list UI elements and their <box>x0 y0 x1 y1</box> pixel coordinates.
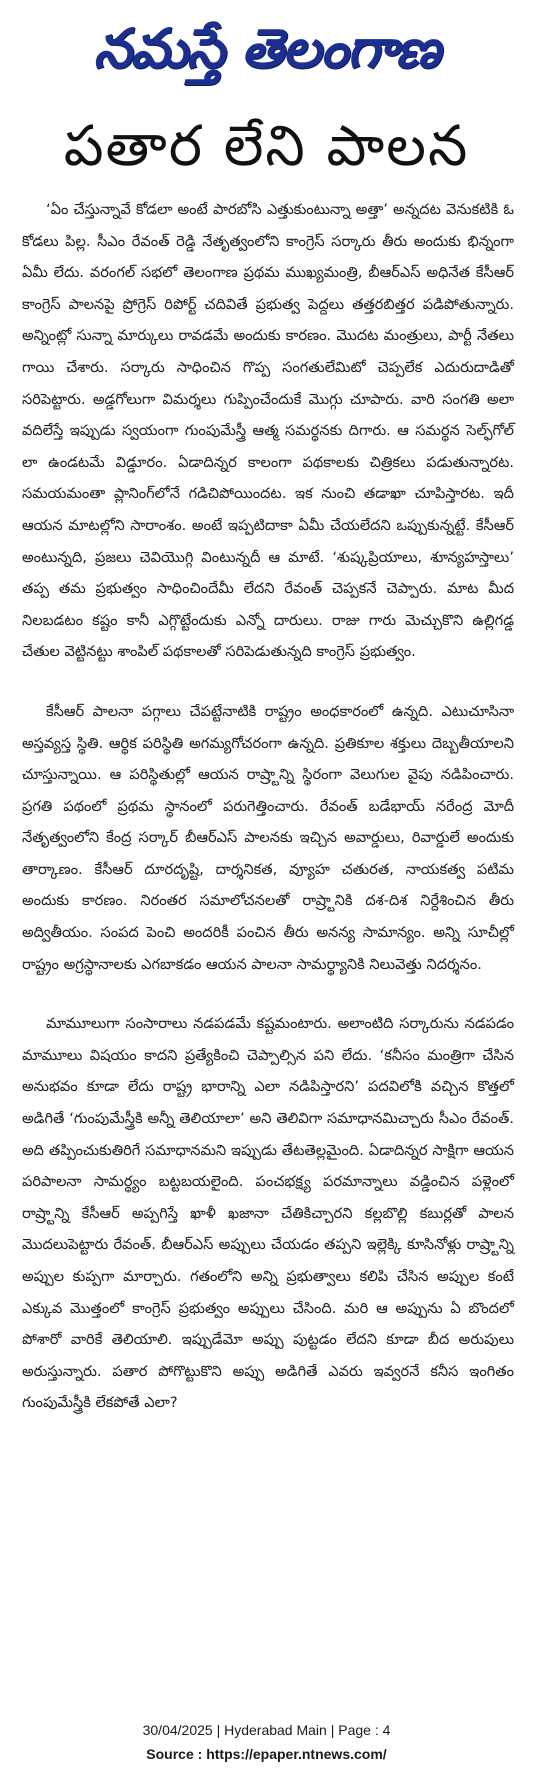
page-footer <box>0 1718 533 1766</box>
article-paragraph-3: మామూలుగా సంసారాలు నడపడమే కష్టమంటారు. అలాంటిది సర్కారును నడపడం మామూలు విషయం కాదని ప్రత్యేకించి చెప్పాల్సిన పని లేదు. ‘కనీసం మంత్రిగా చేసిన అనుభవం కూడా లేదు రాష్ట్ర భారాన్ని ఎలా నడిపిస్తారని’ పదవిలోకి వచ్చిన కొత్తలో అడిగితే ‘గుంపుమేస్త్రీకి అన్నీ తెలియాలా’ అని తెలివిగా సమాధానమిచ్చారు సీఎం రేవంత్. అది తప్పించుకుతిరిగే సమాధానమని ఇప్పుడు తేటతెల్లమైంది. ఏడాదిన్నర సాక్షిగా ఆయన పరిపాలనా సామర్థ్యం బట్టబయలైంది. పంచభక్ష్య పరమాన్నాలు వడ్డించిన పళ్లెంలో రాష్ర్టాన్ని కేసీఆర్ అప్పగిస్తే ఖాళీ ఖజానా చేతికిచ్చారని కల్లబొల్లి కబుర్లతో పాలన మొదలుపెట్టారు రేవంత్. బీఆర్ఎస్ అప్పులు చేయడం తప్పని ఇల్లెక్కి కూసినోళ్లు రాష్ర్టాన్ని అప్పుల కుప్పగా మార్చారు. గతంలోని అన్ని ప్రభుత్వాలు కలిపి చేసిన అప్పుల కంటే ఎక్కువ మొత్తంలో కాంగ్రెస్ ప్రభుత్వం అప్పులు చేసింది. మరి ఆ అప్పును ఏ బొందలో పోశారో వారికే తెలియాలి. ఇప్పుడేమో అప్పు పుట్టడం లేదని కూడా బీద అరుపులు అరుస్తున్నారు. పతార పోగొట్టుకొని అప్పు అడిగితే ఎవరు ఇవ్వరనే కనీస ఇంగితం గుంపుమేస్త్రీకి లేకపోతే ఎలా? <box>22 1015 514 1412</box>
headline-text: పతార లేని పాలన <box>63 114 470 179</box>
newspaper-masthead-logo <box>20 6 513 92</box>
source-link[interactable]: Source : https://epaper.ntnews.com/ <box>146 1746 387 1762</box>
masthead-logo-text: నమస్తే తెలంగాణ <box>93 17 440 80</box>
article-paragraph-1: ‘ఏం చేస్తున్నావే కోడలా అంటే పారబోసి ఎత్తుకుంటున్నా అత్తా’ అన్నదట వెనుకటికి ఓ కోడలు పిల్ల. సీఎం రేవంత్ రెడ్డి నేతృత్వంలోని కాంగ్రెస్ సర్కారు తీరు అందుకు భిన్నంగా ఏమీ లేదు. వరంగల్ సభలో తెలంగాణ ప్రథమ ముఖ్యమంత్రి, బీఆర్ఎస్ అధినేత కేసీఆర్ కాంగ్రెస్ పాలనపై ప్రోగ్రెస్ రిపోర్ట్ చదివితే ప్రభుత్వ పెద్దలు తత్తరబిత్తర పడిపోతున్నారు. అన్నింట్లో సున్నా మార్కులు రావడమే అందుకు కారణం. మొదట మంత్రులు, పార్టీ నేతలు గాయి చేశారు. సర్కారు సాధించిన గొప్ప సంగతులేమిటో చెప్పలేక ఎదురుదాడితో సరిపెట్టారు. అడ్డగోలుగా విమర్శలు గుప్పించేందుకే మొగ్గు చూపారు. వారి సంగతి అలా వదిలేస్తే ఇప్పుడు స్వయంగా గుంపుమేస్త్రీ ఆత్మ సమర్థనకు దిగారు. ఆ సమర్థన సెల్ఫ్‌గోల్ లా ఉండటమే విడ్డూరం. ఏడాదిన్నర కాలంగా పథకాలకు చిత్రికలు పడుతున్నారట. సమయమంతా ప్లానింగ్‌లోనే గడిచిపోయిందట. ఇక నుంచి తడాఖా చూపిస్తారట. ఇదీ ఆయన మాటల్లోని సారాంశం. అంటే ఇప్పటిదాకా ఏమీ చేయలేదని ఒప్పుకున్నట్టే. కేసీఆర్ అంటున్నది, ప్రజలు చెవియొగ్గి వింటున్నదీ ఆ మాటే. ‘శుష్కప్రియాలు, శూన్యహస్తాలు’ తప్ప తమ ప్రభుత్వం సాధించిందేమీ లేదని రేవంత్ చెప్పకనే చెప్పారు. మాట మీద నిలబడటం కష్టం కానీ ఎగ్గొట్టేందుకు ఎన్నో దారులు. రాజు గారు మెచ్చుకొని ఉల్లిగడ్డ చేతుల వెట్టినట్టు శాంపిల్ పథకాలతో సరిపెడుతున్నది కాంగ్రెస్ ప్రభుత్వం. <box>22 201 514 661</box>
article-headline <box>20 104 513 190</box>
edition-info: 30/04/2025 | Hyderabad Main | Page : 4 <box>142 1722 391 1738</box>
article-paragraph-2: కేసీఆర్ పాలనా పగ్గాలు చేపట్టేనాటికి రాష్ట్రం అంధకారంలో ఉన్నది. ఎటుచూసినా అస్తవ్యస్త స్థితి. ఆర్థిక పరిస్థితి అగమ్యగోచరంగా ఉన్నది. ప్రతికూల శక్తులు దెబ్బతీయాలని చూస్తున్నాయి. ఆ పరిస్థితుల్లో ఆయన రాష్ర్టాన్ని స్థిరంగా వెలుగుల వైపు నడిపించారు. ప్రగతి పథంలో ప్రథమ స్థానంలో పరుగెత్తించారు. రేవంత్ బడేభాయ్ నరేంద్ర మోదీ నేతృత్వంలోని కేంద్ర సర్కార్ బీఆర్ఎస్ పాలనకు ఇచ్చిన అవార్డులు, రివార్డులే అందుకు తార్కాణం. కేసీఆర్ దూరదృష్టి, దార్శనికత, వ్యూహ చతురత, నాయకత్వ పటిమ అందుకు కారణం. నిరంతర సమాలోచనలతో రాష్ర్టానికి దశ-దిశ నిర్దేశించిన తీరు అద్వితీయం. సంపద పెంచి అందరికీ పంచిన తీరు అనన్య సామాన్యం. అన్ని సూచీల్లో రాష్ట్రం అగ్రస్థానాలకు ఎగబాకడం ఆయన పాలనా సామర్థ్యానికి నిలువెత్తు నిదర్శనం. <box>22 702 514 973</box>
article-body <box>22 194 514 1447</box>
